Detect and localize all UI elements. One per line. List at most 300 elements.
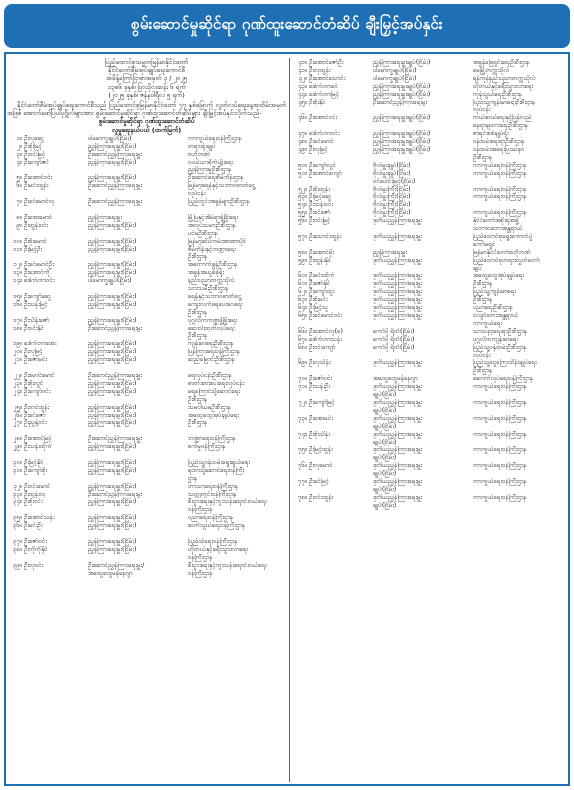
- recipient-number: ၂၆။: [13, 411, 22, 419]
- list-item: [7, 372, 286, 380]
- list-item: [292, 502, 568, 510]
- recipient-number: ၈။: [16, 213, 22, 221]
- recipient-name: ဦးလှမြင့်: [309, 145, 328, 153]
- recipient-number: ၃၆။: [13, 522, 22, 530]
- recipient-number: [7, 166, 24, 174]
- recipient-position: ဒုတိယညွှန်ကြားရေးမှူး: [373, 304, 423, 312]
- recipient-number: [292, 439, 309, 447]
- recipient-name: ဦးဝင်းနိုင်: [24, 324, 45, 332]
- list-item: [7, 412, 286, 420]
- recipient-number: ၃။: [16, 150, 22, 158]
- recipient-number: [292, 502, 309, 510]
- recipient-number: ၆၆။: [298, 327, 307, 335]
- recipient-number: [292, 423, 309, 431]
- recipient-position: [88, 427, 188, 435]
- recipient-department: [473, 201, 568, 209]
- recipient-number: ၁၆။: [13, 300, 22, 308]
- recipient-name: ဦးစိုးလွင်: [24, 379, 44, 387]
- list-item: [292, 83, 568, 91]
- recipient-department: အခွန်ဖြေရှင်းရေးဦးစီးဌာန: [473, 59, 530, 66]
- list-item: [292, 415, 568, 423]
- recipient-number: ၆၇။: [298, 335, 307, 343]
- recipient-number: [292, 391, 309, 399]
- list-item: [7, 451, 286, 459]
- recipient-department: [473, 391, 568, 399]
- recipient-number: ၄၈။: [298, 138, 307, 146]
- recipient-department: အထွေထွေအုပ်ချုပ်ရေး: [188, 411, 239, 419]
- list-item: [292, 320, 568, 328]
- list-item: [292, 91, 568, 99]
- recipient-department: ကာကွယ်ရေးဝန်ကြီးဌာန: [473, 185, 527, 193]
- recipient-department: ကာကွယ်ရေးဝန်ကြီးဌာန: [473, 493, 527, 501]
- recipient-number: ၂၁။: [13, 356, 22, 364]
- recipient-name: [309, 407, 373, 415]
- recipient-number: [7, 285, 24, 293]
- recipient-department: ပြည်သူ့ဝန်ထမ်းဦးစီးဌာန: [473, 343, 527, 351]
- recipient-department: ပုဂ္ဂလိကကျန်းမာရေး: [473, 335, 519, 343]
- recipient-number: ၂၀။: [13, 348, 22, 356]
- recipient-position: ဒုတိယညွှန်ကြားရေးမှူး: [373, 359, 423, 367]
- recipient-number: [7, 253, 24, 261]
- recipient-department: အထွေထွေအုပ်ချုပ်ရေး: [473, 272, 524, 280]
- recipient-position: ညွှန်ကြားရေးမှူး(ငြိမ်း): [88, 522, 137, 530]
- recipient-position: ချုပ်(ငြိမ်း): [373, 501, 397, 509]
- recipient-number: ၆၉။: [298, 359, 307, 367]
- recipient-department: ရေကြောင်းပို့ဆောင်ရေး: [188, 387, 241, 395]
- list-item: [7, 570, 286, 578]
- recipient-position: ညွှန်ကြားရေးမှူးချုပ်(ငြိမ်း): [373, 59, 431, 66]
- recipient-position: ဦးဆောင်ညွှန်ကြားရေးမှူး/: [88, 561, 145, 569]
- recipient-department: ကာကွယ်ရေးဝန်ကြီးဌာန: [188, 134, 242, 142]
- recipient-department: စီးပွားရေးနှင့်ကူးသန်းရောင်းဝယ်ရေး: [188, 561, 267, 569]
- recipient-department: ရထားပို့ဆောင်ရေးဝန်ကြီး: [188, 466, 245, 474]
- list-item: [7, 317, 286, 325]
- recipient-number: ၄၅။: [298, 98, 307, 106]
- recipient-department: ဟိုတယ်နှင့်ခရီးသွားလာရေး: [188, 545, 249, 553]
- recipient-position: ညွှန်ကြားရေးမှူး(ငြိမ်း): [88, 316, 137, 324]
- recipient-name: [24, 554, 88, 562]
- recipient-department: [188, 530, 286, 538]
- recipient-name: [24, 285, 88, 293]
- recipient-name: ဦးခင်မောင်ဝင်း: [309, 312, 343, 319]
- recipient-department: ကာကွယ်ရေးဝန်ကြီးဌာန: [473, 446, 527, 454]
- recipient-name: [309, 320, 373, 328]
- recipient-department: ပြည်သူ့ဝန်ထမ်းရွေးချယ်ရေး: [188, 458, 250, 466]
- list-item: [292, 225, 568, 233]
- recipient-number: [7, 309, 24, 317]
- recipient-number: ၅၇။: [298, 232, 307, 240]
- list-item: [7, 285, 286, 293]
- recipient-department: ဗဟိုဘဏ်: [188, 150, 210, 158]
- recipient-name: ဒေါက်တာမြင့်: [309, 90, 340, 98]
- recipient-name: ဦးသန်းဦး: [309, 383, 330, 391]
- recipient-department: ချုပ်: [473, 264, 482, 272]
- recipient-number: ၄။: [16, 158, 22, 166]
- recipient-number: [292, 154, 309, 162]
- list-item: [7, 325, 286, 333]
- recipient-department: ပုဂ္ဂလိကကဏ္ဍဖွံ့ဖြိုးရေး: [188, 316, 238, 324]
- list-item: [7, 182, 286, 190]
- recipient-department: ကုန်သွယ်ရေးဦးစီးဌာန: [473, 90, 522, 98]
- recipient-name: ဦးခင်ဇော်: [24, 411, 46, 419]
- recipient-number: [7, 570, 24, 578]
- recipient-number: [292, 320, 309, 328]
- recipient-name: ဦးဇော်မင်း: [24, 356, 48, 364]
- recipient-department: အခွန်အယူခံခုံရုံး: [188, 269, 225, 277]
- right-column: [289, 58, 568, 782]
- list-item: [7, 190, 286, 198]
- recipient-department: ကော်မရှင်: [473, 240, 496, 248]
- recipient-name: [309, 154, 373, 162]
- order-number: အမိန့်ကြော်ငြာစာအမှတ် ၃ / ၂၀၂၅: [106, 74, 187, 83]
- recipient-name: [309, 423, 373, 431]
- recipient-number: ၄၂။: [298, 74, 307, 82]
- recipient-number: ၅၈။: [298, 248, 307, 256]
- list-item: [7, 166, 286, 174]
- recipient-number: [7, 451, 24, 459]
- recipient-department: မြန်မာ့ရေနံနှင့်သဘာဝဓာတ်ငွေ့: [188, 182, 256, 190]
- list-item: [7, 151, 286, 159]
- recipient-name: ဦးလှမြင့်: [24, 348, 43, 356]
- recipient-position: [373, 225, 473, 233]
- recipient-department: စီးပွားရေးနှင့်ကူးသန်းရောင်းဝယ်ရေး: [188, 498, 267, 506]
- recipient-department: ကာကွယ်ရေးဝန်ကြီးဌာန: [473, 383, 527, 391]
- recipient-position: ဦးဆောင်ညွှန်ကြားရေးမှူး: [88, 371, 143, 379]
- recipient-number: ၇၇။: [298, 478, 307, 486]
- list-item: [292, 462, 568, 470]
- recipient-name: ဦးစိုးမင်း: [309, 296, 328, 304]
- list-item: [292, 114, 568, 122]
- recipient-number: [7, 506, 24, 514]
- recipient-number: ၆၄။: [298, 304, 307, 312]
- recipient-name: ဦးကိုကိုနိုင်: [24, 545, 48, 553]
- recipient-position: ပါမောက္ခချုပ်(ငြိမ်း): [88, 134, 132, 142]
- list-item: [7, 246, 286, 254]
- recipient-department: ကျေးလက်ရေပေးဝေရေး: [188, 300, 243, 308]
- recipient-number: ၇၆။: [298, 462, 307, 470]
- recipient-number: ၁၇။: [13, 316, 22, 324]
- recipient-name: ဦးခင်မောင်ဦး: [24, 261, 54, 269]
- recipient-number: ၇၂။: [298, 398, 307, 406]
- recipient-department: ကာကွယ်ရေးဝန်ကြီးဌာန: [473, 193, 527, 201]
- recipient-position: ဦးဆောင်ညွှန်ကြားရေးမှူး: [88, 324, 143, 332]
- recipient-number: ၇၃။: [298, 414, 307, 422]
- recipient-position: ညွှန်ကြားရေးမှူး(ငြိမ်း): [88, 292, 137, 300]
- recipient-name: ဦးမင်းထိုက်: [309, 272, 335, 280]
- list-item: [7, 214, 286, 222]
- recipient-position: ညွှန်ကြားရေးမှူးချုပ်(ငြိမ်း): [373, 114, 431, 122]
- recipient-position: ကော်ပို ရိတ်(ငြိမ်း): [373, 343, 415, 351]
- recipient-name: ဒေါက်တာဝင်း: [24, 277, 55, 285]
- recipient-position: ညွှန်ကြားရေးမှူး(ငြိမ်း): [88, 340, 137, 348]
- recipient-position: [88, 554, 188, 562]
- recipient-number: ၁။: [16, 134, 22, 142]
- recipient-number: ၆၅။: [298, 312, 307, 319]
- recipient-name: [24, 530, 88, 538]
- list-item: [292, 328, 568, 336]
- recipient-number: ၃၀။: [13, 458, 22, 466]
- recipient-department: [473, 439, 568, 447]
- list-item: [292, 217, 568, 225]
- list-item: [7, 498, 286, 506]
- recipient-name: ဦးစိုးမောင်: [24, 237, 47, 245]
- list-item: [292, 272, 568, 280]
- list-item: [292, 375, 568, 383]
- recipient-name: ဦးခင်မောင်လှ: [24, 198, 55, 206]
- recipient-name: ဦးခင်မြင့်: [309, 478, 329, 486]
- recipient-department: ပြည်ထောင်စုရွေးကောက်ပွဲ: [473, 232, 533, 240]
- recipient-department: ဘဏ္ဍာရေးဝန်ကြီးဌာန: [188, 435, 236, 443]
- recipient-number: [7, 364, 24, 372]
- recipient-department: [473, 470, 568, 478]
- recipient-department: ဦးစီးဌာန: [188, 419, 208, 427]
- list-item: [7, 238, 286, 246]
- recipient-name: ဦးအေးမောင်: [24, 213, 53, 221]
- recipient-name: ဦးမောင်မောင်: [24, 371, 55, 379]
- recipient-name: [309, 486, 373, 494]
- recipient-number: ၅၀။: [298, 161, 307, 169]
- recipient-department: ကာကွယ်ရေးဝန်ကြီးဌာန: [473, 398, 527, 406]
- recipient-position: [88, 190, 188, 198]
- recipient-department: ဦးစီးဌာန: [473, 153, 493, 161]
- recipient-department: [473, 486, 568, 494]
- recipient-position: ဦးဆောင်ညွှန်ကြားရေးမှူး: [88, 490, 143, 498]
- recipient-department: မြန်မာနိုင်ငံတော်ဗဟိုဘဏ်: [473, 248, 531, 256]
- list-item: [292, 130, 568, 138]
- list-item: [7, 483, 286, 491]
- recipient-department: ဦးစီးဌာန: [188, 395, 208, 403]
- recipient-department: ဓာတ်အားပေးရေးလုပ်ငန်း: [188, 379, 245, 387]
- recipient-position: ဒုတိယညွှန်ကြားရေးမှူး: [373, 280, 423, 288]
- recipient-name: ဦးအောင်မြင့်: [24, 435, 52, 443]
- list-item: [292, 367, 568, 375]
- recipient-position: ဒုတိယညွှန်ကြားရေးမှူး: [373, 462, 423, 470]
- recipient-position: ချုပ်(ငြိမ်း): [373, 470, 397, 478]
- list-item: [7, 443, 286, 451]
- recipient-position: ဒုတိယညွှန်ကြားရေးမှူး: [373, 430, 423, 438]
- recipient-position: ဦးဆောင်ညွှန်ကြားရေးမှူး: [373, 98, 428, 106]
- recipient-department: လုပ်ငန်း: [473, 351, 491, 359]
- recipient-position: ညွှန်ကြားရေးမှူး(ငြိမ်း): [88, 269, 137, 277]
- recipient-position: ဒုတိယညွှန်ကြားရေးမှူး: [373, 296, 423, 304]
- list-item: [292, 431, 568, 439]
- list-item: [7, 253, 286, 261]
- list-item: [292, 399, 568, 407]
- list-item: [7, 356, 286, 364]
- recipient-number: [7, 427, 24, 435]
- list-item: [292, 336, 568, 344]
- recipient-position: ဗိုလ်မှူးချုပ်(ငြိမ်း): [373, 169, 411, 177]
- list-item: [7, 506, 286, 514]
- recipient-number: [7, 396, 24, 404]
- recipient-name: ဦးမြင့်ထွန်း: [309, 446, 333, 454]
- recipient-position: ညွှန်ကြားရေးမှူး: [373, 248, 407, 256]
- list-item: [7, 404, 286, 412]
- recipient-name: ဦးအောင်ဝင်း: [24, 174, 53, 182]
- recipient-name: ဦးမြင့်ဆွေ: [309, 193, 332, 201]
- recipient-position: ညွှန်ကြားရေးမှူး(ငြိမ်း): [88, 348, 137, 356]
- recipient-name: [309, 241, 373, 249]
- left-column: [7, 58, 286, 782]
- recipient-position: ဒုတိယညွှန်ကြားရေးမှူး: [373, 288, 423, 296]
- recipient-department: ရန်ကုန်နည်းပညာတက္ကသိုလ်: [473, 74, 536, 82]
- recipient-department: တရားရုံးချုပ်: [188, 142, 216, 150]
- recipient-position: ချုပ်(ငြိမ်း): [373, 485, 397, 493]
- list-item: [7, 348, 286, 356]
- recipient-name: [309, 391, 373, 399]
- recipient-number: ၂၉။: [13, 443, 22, 451]
- recipient-name: ဦးစိုးမြင့်: [24, 142, 43, 150]
- recipient-position: [88, 364, 188, 372]
- list-item: [7, 198, 286, 206]
- recipient-position: [373, 352, 473, 360]
- recipient-department: ဝန်ထမ်းရေးရာဦးစီးဌာန: [473, 138, 525, 146]
- recipient-number: ၁၅။: [13, 292, 22, 300]
- recipient-number: ၇၈။: [298, 493, 307, 501]
- recipient-department: ပြည်သူ့ကျန်းမာရေးဦးစီးဌာန: [473, 98, 536, 106]
- recipient-name: [24, 206, 88, 214]
- recipient-department: မေမြို့တက္ကသိုလ်: [473, 66, 510, 74]
- recipient-department: ဝန်ကြီးဌာန: [188, 569, 213, 577]
- recipient-department: ဝန်ထမ်းအရေးပြဿနာ: [473, 145, 524, 153]
- recipient-position: ညွှန်ကြားရေးမှူးချုပ်(ငြိမ်း): [373, 130, 431, 138]
- recipient-name: [24, 570, 88, 578]
- recipient-department: ဆေးဝါးထုတ်လုပ်ရေး: [188, 324, 235, 332]
- recipient-position: [373, 106, 473, 114]
- recipient-position: ညွှန်ကြားရေးမှူး(ငြိမ်း): [88, 419, 137, 427]
- left-recipient-list: [7, 135, 286, 578]
- recipient-name: [309, 367, 373, 375]
- recipient-position: ညွှန်ကြားရေးမှူးချုပ်(ငြိမ်း): [373, 138, 431, 146]
- recipient-position: [88, 309, 188, 317]
- recipient-department: ပင်မဦးစီးဌာန: [188, 229, 218, 237]
- list-item: [292, 249, 568, 257]
- list-item: [292, 257, 568, 265]
- recipient-number: [7, 475, 24, 483]
- recipient-number: ၂၃။: [13, 379, 22, 387]
- list-item: [7, 206, 286, 214]
- recipient-name: [309, 502, 373, 510]
- recipient-name: [309, 454, 373, 462]
- recipient-department: [188, 451, 286, 459]
- recipient-position: [88, 506, 188, 514]
- list-item: [7, 159, 286, 167]
- recipient-department: [473, 502, 568, 510]
- list-item: [7, 309, 286, 317]
- list-item: [292, 233, 568, 241]
- recipient-name: [309, 225, 373, 233]
- recipient-name: ဦးလှသိန်း: [309, 359, 331, 367]
- list-item: [292, 178, 568, 186]
- recipient-number: [7, 332, 24, 340]
- recipient-name: ဦးလှထွန်း: [309, 66, 331, 74]
- award-heading: စွမ်းဆောင်မှုဆိုင်ရာ ဂုဏ်ထူးဆောင်တံဆိပ်: [98, 117, 195, 126]
- recipient-number: ၇၅။: [298, 446, 307, 454]
- recipient-position: ညွှန်ကြားရေးမှူးချုပ်(ငြိမ်း): [373, 90, 431, 98]
- recipient-name: ဦးအောင်သန်း: [24, 514, 55, 522]
- recipient-department: ဦးစီးဌာန: [473, 296, 493, 304]
- recipient-name: ဦးကျော်မြင့်: [309, 398, 335, 406]
- recipient-name: ဦးခင်ဇော်: [309, 209, 331, 217]
- recipient-department: နေရာချထားရေးဦးစီးဌာန: [473, 122, 528, 130]
- recipient-number: [7, 230, 24, 238]
- recipient-department: ဌာန: [188, 474, 198, 482]
- recipient-department: ဦးစီးဌာန: [473, 280, 493, 288]
- recipient-number: ၄၀။: [298, 59, 307, 66]
- recipient-department: အလုပ်သမားဦးစီးဌာန: [188, 221, 236, 229]
- recipient-department: ပညာရေးဦးစီးဌာန: [473, 304, 513, 312]
- recipient-position: ညွှန်ကြားရေးမှူး(ငြိမ်း): [88, 514, 137, 522]
- recipient-position: ဒုတိယညွှန်ကြားရေးမှူး: [373, 493, 423, 501]
- recipient-position: ဦးဆောင်ညွှန်ကြားရေးမှူး: [88, 435, 143, 443]
- content-frame: [4, 52, 570, 786]
- recipient-position: ဗိုလ်မှူးကြီး(ငြိမ်း): [373, 185, 411, 193]
- recipient-department: နိုင်ငံတော်အစိုးရအဖွဲ့: [473, 217, 519, 225]
- list-item: [292, 383, 568, 391]
- recipient-position: ညွှန်ကြားရေးမှူး(ငြိမ်း): [88, 261, 137, 269]
- recipient-number: ၇၁။: [298, 383, 307, 391]
- recipient-department: ကာကွယ်ရေးဝန်ကြီးဌာန: [473, 478, 527, 486]
- recipient-department: ဆည်မြောင်းဦးစီးဌာန: [188, 356, 235, 364]
- list-item: [292, 296, 568, 304]
- recipient-name: ဦးခင်မောင်: [309, 138, 334, 146]
- recipient-number: [292, 122, 309, 130]
- recipient-name: ဦးအောင်ဝင်း: [309, 114, 338, 122]
- recipient-department: သမဝါယမဦးစီးဌာန: [188, 403, 231, 411]
- recipient-number: ၆၀။: [298, 272, 307, 280]
- recipient-position: [88, 285, 188, 293]
- recipient-name: [24, 230, 88, 238]
- recipient-name: [309, 106, 373, 114]
- recipient-department: စက်မှုဝန်ကြီးဌာန: [188, 443, 226, 451]
- recipient-department: ကာကွယ်ရေးဝန်ကြီးဌာန: [473, 161, 527, 169]
- list-item: [292, 201, 568, 209]
- recipient-position: ဒုတိယညွှန်ကြားရေးမှူး: [373, 312, 423, 319]
- gregorian-date: (၂၀၂၅ ခုနှစ်၊ ဇန်နဝါရီလ ၅ ရက်): [108, 90, 185, 99]
- recipient-name: ဦးဝင်းထွန်း: [309, 493, 334, 501]
- recipient-name: [24, 451, 88, 459]
- list-item: [292, 423, 568, 431]
- list-item: [292, 470, 568, 478]
- recipient-name: ဦးထွန်းနိုင်: [309, 256, 332, 264]
- recipient-name: [309, 122, 373, 130]
- recipient-name: ဦးသောင်းထွန်း: [309, 232, 342, 240]
- recipient-position: ညွှန်ကြားရေးမှူး(ငြိမ်း): [88, 245, 137, 253]
- list-item: [7, 222, 286, 230]
- recipient-position: ပါမောက္ခချုပ်(ငြိမ်း): [373, 74, 417, 82]
- recipient-number: [292, 407, 309, 415]
- list-item: [292, 193, 568, 201]
- recipient-number: ၉။: [16, 221, 22, 229]
- recipient-name: ဦးလှမောင်: [309, 462, 333, 470]
- recipient-position: ညွှန်ကြားရေးမှူး(ငြိမ်း): [88, 142, 137, 150]
- recipient-department: [188, 206, 286, 214]
- recipient-position: [88, 475, 188, 483]
- recipient-name: ဦးဝင်းမောင်: [24, 482, 51, 490]
- list-item: [292, 359, 568, 367]
- list-item: [7, 530, 286, 538]
- list-item: [292, 486, 568, 494]
- recipient-position: ဒုတိယညွှန်ကြားရေးမှူး: [373, 446, 423, 454]
- recipient-department: ပညာရေးဝန်ကြီးဌာန: [188, 514, 234, 522]
- list-item: [7, 174, 286, 182]
- list-item: [292, 439, 568, 447]
- list-item: [292, 99, 568, 107]
- order-paragraph: နိုင်ငံတော်စီမံအုပ်ချုပ်ရေးကောင်စီသည် ပြည်ထောင်စုမြန်မာနိုင်ငံတော် ၇၇ နှစ်မြောက် လွတ်လပ်ရေးနေ့အထိမ်းအမှတ်အဖြစ် အောက်ဖော်ပြပါပုဂ္ဂိုလ်များအား စွမ်းဆောင်မှုဆိုင်ရာ ဂုဏ်ထူးဆောင်တံဆိပ်များ ချီးမြှင့်အပ်နှင်းလိုက်သည်-: [7, 101, 286, 118]
- recipient-name: ဦးစိုးထွန်း: [309, 185, 330, 193]
- recipient-number: [292, 241, 309, 249]
- recipient-number: ၂၇။: [13, 419, 22, 427]
